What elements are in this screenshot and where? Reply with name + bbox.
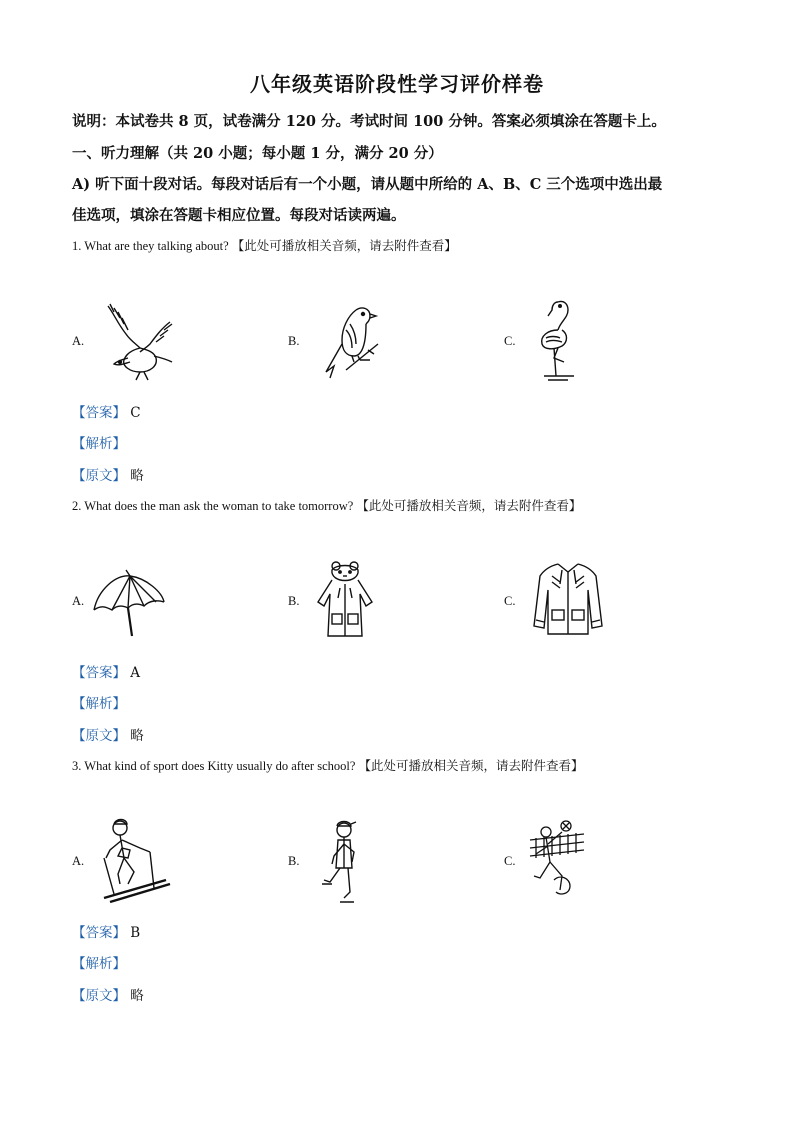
original-row-2 (72, 724, 144, 744)
umbrella-icon (92, 566, 166, 640)
audio-tip[interactable]: 【此处可播放相关音频，请去附件查看】 (231, 238, 457, 253)
original-tag: 【原文】 (72, 988, 126, 1004)
option-label-c: C. (504, 854, 516, 868)
option-label-a: A. (72, 334, 85, 348)
skating-icon (318, 818, 368, 906)
raincoat-icon (310, 558, 380, 642)
question-1-stem (72, 236, 457, 254)
question-3-stem (72, 756, 584, 774)
original-row-1 (72, 464, 144, 484)
answer-row-3 (72, 921, 140, 941)
instruction-line-1: A) 听下面十段对话。每段对话后有一个小题，请从题中所给的 A、B、C 三个选项中选出最 (72, 176, 663, 193)
eagle-icon (100, 300, 180, 382)
answer-tag: 【答案】 (72, 665, 126, 681)
answer-tag: 【答案】 (72, 405, 126, 421)
answer-value: A (130, 665, 141, 681)
skiing-icon (100, 818, 172, 904)
answer-row-2 (72, 661, 140, 681)
answer-value: C (130, 405, 141, 421)
original-value: 略 (130, 988, 144, 1004)
analysis-row-3 (72, 952, 126, 972)
question-2-stem (72, 496, 581, 514)
original-value: 略 (130, 728, 144, 744)
analysis-row-2 (72, 692, 126, 712)
original-tag: 【原文】 (72, 728, 126, 744)
audio-tip[interactable]: 【此处可播放相关音频，请去附件查看】 (356, 498, 582, 513)
option-label-a: A. (72, 594, 85, 608)
option-label-b: B. (288, 334, 300, 348)
exam-note: 说明：本试卷共 8 页，试卷满分 120 分。考试时间 100 分钟。答案必须填涂在答题卡上。 (72, 113, 666, 130)
option-label-c: C. (504, 594, 516, 608)
option-label-b: B. (288, 594, 300, 608)
analysis-row-1 (72, 432, 126, 452)
jacket-icon (530, 560, 606, 638)
analysis-tag: 【解析】 (72, 696, 126, 712)
audio-tip[interactable]: 【此处可播放相关音频，请去附件查看】 (358, 758, 584, 773)
original-value: 略 (130, 468, 144, 484)
bird-on-branch-icon (316, 300, 386, 380)
answer-value: B (130, 925, 141, 941)
original-row-3 (72, 984, 144, 1004)
instruction-line-2: 佳选项，填涂在答题卡相应位置。每段对话读两遍。 (72, 207, 406, 224)
option-label-a: A. (72, 854, 85, 868)
answer-tag: 【答案】 (72, 925, 126, 941)
analysis-tag: 【解析】 (72, 956, 126, 972)
answer-row-1 (72, 401, 141, 421)
section-heading: 一、听力理解（共 20 小题；每小题 1 分，满分 20 分） (72, 145, 443, 162)
volleyball-icon (526, 818, 586, 902)
question-text: 3. What kind of sport does Kitty usually do after school? (72, 759, 356, 773)
flamingo-icon (534, 296, 584, 384)
option-label-b: B. (288, 854, 300, 868)
original-tag: 【原文】 (72, 468, 126, 484)
analysis-tag: 【解析】 (72, 436, 126, 452)
option-label-c: C. (504, 334, 516, 348)
page-title: 八年级英语阶段性学习评价样卷 (250, 72, 544, 96)
question-text: 1. What are they talking about? (72, 239, 229, 253)
question-text: 2. What does the man ask the woman to take tomorrow? (72, 499, 354, 513)
